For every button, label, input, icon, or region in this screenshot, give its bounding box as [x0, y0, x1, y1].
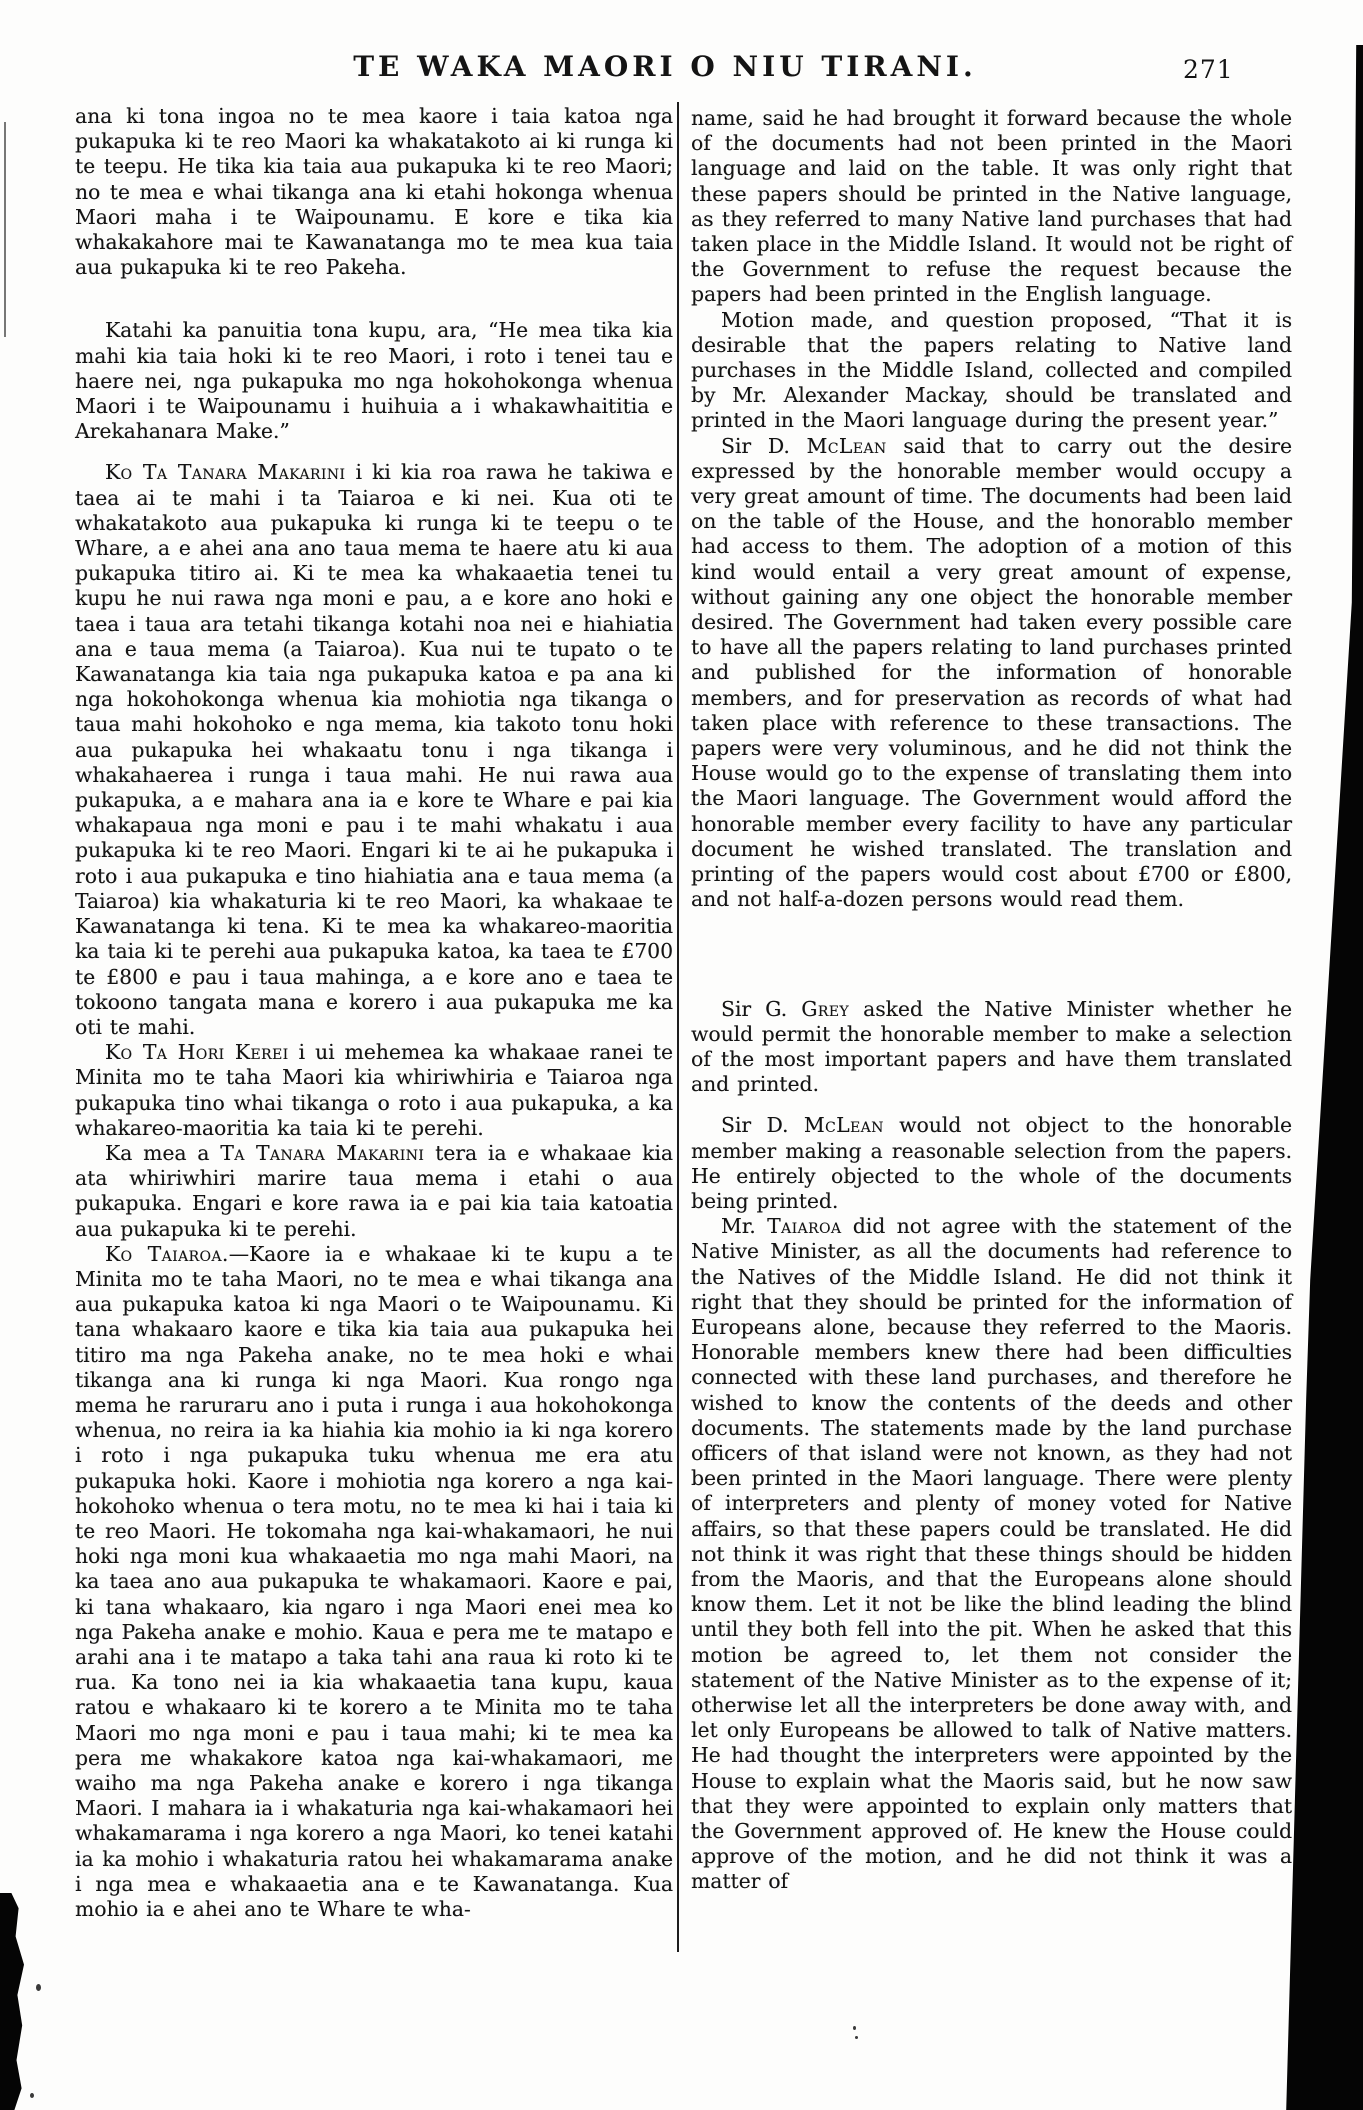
- scan-speck: [36, 1984, 41, 1991]
- column-right: [691, 106, 1292, 1895]
- speaker-name: Grey: [801, 996, 850, 1021]
- column-left: [75, 104, 673, 1922]
- scan-speck: [30, 2093, 34, 2098]
- page-title: TE WAKA MAORI O NIU TIRANI.: [353, 50, 977, 83]
- paragraph: [75, 104, 673, 280]
- paragraph: [691, 1214, 1292, 1894]
- text-run: did not agree with the statement of the Native Minister, as all the documents had reference to the Natives of the Middle Island. He did not think it right that they should be printed for the information of Europeans alone, because they referred to the Maoris. Honorable members knew there had been difficulties connected with these land purchases, and therefore he wished to know the contents of the deeds and other documents. The statements made by the land purchase officers of that island were not known, as they had not been printed in the Maori language. There were plenty of interpreters and plenty of money voted for Native affairs, so that these papers could be translated. He did not think it was right that these things should be hidden from the Maoris, and that the Europeans alone should know them. Let it not be like the blind leading the blind until they both fell into the pit. When he asked that this motion be agreed to, let them not consider the statement of the Native Minister as to the expense of it; otherwise let all the interpreters be done away with, and let only Europeans be allowed to talk of Native matters. He had thought the interpreters were appointed by the House to explain what the Maoris said, but he now saw that they were appointed to explain only matters that the Government approved of. He knew the House could approve of the motion, and he did not think it was a matter of: [691, 1214, 1292, 1894]
- scan-edge-mark: [4, 122, 6, 337]
- text-run: would not object to the honorable member making a reasonable selection from the papers. He entirely objected to the whole of the documents being printed.: [691, 1113, 1292, 1213]
- text-run: ana ki tona ingoa no te mea kaore i taia katoa nga pukapuka ki te reo Maori ka whakatakoto ai ki runga ki te teepu. He tika kia taia aua pukapuka ki te reo Maori; no te mea e whai tikanga ana ki etahi hokonga whenua Maori maha i te Waipounamu. E kore e tika kia whakakahore mai te Kawanatanga mo te mea kua taia aua pukapuka ki te reo Pakeha.: [75, 104, 673, 280]
- paragraph: [691, 997, 1292, 1098]
- text-run: Motion made, and question proposed, “That it is desirable that the papers relating to Native land purchases in the Middle Island, collected and compiled by Mr. Alexander Mackay, should be translated and printed in the Maori language during the present year.”: [691, 307, 1292, 433]
- paragraph: [75, 1040, 673, 1141]
- paragraph: [75, 1141, 673, 1242]
- text-run: Sir D.: [721, 433, 807, 458]
- paragraph: [691, 106, 1292, 308]
- text-run: name, said he had brought it forward because the whole of the documents had not been printed in the Maori language and laid on the table. It was only right that these papers should be printed in the Native language, as they referred to many Native land purchases that had taken place in the Middle Island. It would not be right of the Government to refuse the request because the papers had been printed in the English language.: [691, 106, 1292, 307]
- scan-speck: [855, 2036, 858, 2039]
- paragraph: [691, 308, 1292, 434]
- scan-artifact-bottom-left: [0, 1893, 30, 2110]
- text-run: said that to carry out the desire expressed by the honorable member would occupy a very great amount of time. The documents had been laid on the table of the House, and the honorablo member had access to them. The adoption of a motion of this kind would entail a very great amount of expense, without gaining any one object the honorable member desired. The Government had taken every possible care to have all the papers relating to land purchases printed and published for the information of honorable members, and for preservation as records of what had taken place with reference to these transactions. The papers were very voluminous, and he did not think the House would go to the expense of translating them into the Maori language. The Government would afford the honorable member every facility to have any particular document he wished translated. The translation and printing of the papers would cost about £700 or £800, and not half-a-dozen persons would read them.: [691, 433, 1292, 912]
- text-run: asked the Native Minister whether he would permit the honorable member to make a selection of the most important papers and have them translated and printed.: [691, 996, 1292, 1097]
- text-run: Katahi ka panuitia tona kupu, ara, “He mea tika kia mahi kia taia hoki ki te reo Maori, i roto i tenei tau e haere nei, nga pukapuka mo nga hokohokonga whenua Maori i te Waipounamu i huihuia a i whakawhaititia e Arekahanara Make.”: [75, 318, 673, 444]
- scan-artifact-right-edge: [1283, 45, 1363, 2110]
- scan-speck: [853, 2026, 856, 2030]
- speaker-name: McLean: [803, 1113, 884, 1138]
- text-run: tera ia e whakaae kia ata whiriwhiri marire taua mema i etahi o aua pukapuka. Engari e kore rawa ia e pai kia taia katoatia aua pukapuka ki te perehi.: [75, 1140, 673, 1241]
- text-run: Sir D.: [721, 1113, 804, 1138]
- text-run: i ki kia roa rawa he takiwa e taea ai te mahi i ta Taiaroa e ki nei. Kua oti te whakatakoto aua pukapuka ki runga ki te teepu o te Whare, a e ahei ana ano taua mema te haere atu ki aua pukapuka titiro ai. Ki te mea ka whakaaetia tenei tu kupu he nui rawa nga moni e pau, a e kore ano hoki e taea i taua ara tetahi tikanga kotahi noa nei e hiahiatia ana e taua mema (a Taiaroa). Kua nui te tupato o te Kawanatanga kia taia nga pukapuka katoa e pa ana ki nga hokohokonga whenua kia mohiotia nga tikanga o taua mahi hokohoko e nga mema, kia takoto tonu hoki aua pukapuka hei whakaatu tonu i nga tikanga i whakahaerea i runga i taua mahi. He nui rawa aua pukapuka, a e mahara ana ia e kore te Whare e pai kia whakapaua nga moni e pau i te mahi whakatu i aua pukapuka ki te reo Maori. Engari ki te ai he pukapuka i roto i aua pukapuka e tino hiahiatia ana e taua mema (a Taiaroa) kia whakaturia ki te reo Maori, ka whakaae te Kawanatanga ki tena. Ki te mea ka whakareo-maoritia ka taia ki te perehi aua pukapuka katoa, ka taea te £700 te £800 e pau i taua mahinga, a e kore ano e taea te tokoono tangata mana e korero i aua pukapuka me ka oti te mahi.: [75, 460, 674, 1039]
- text-run: Mr.: [721, 1214, 768, 1239]
- text-run: i ui mehemea ka whakaae ranei te Minita mo te taha Maori kia whiriwhiria e Taiaroa nga pukapuka tino whai tikanga o roto i aua pukapuka, a ka whakareo-maoritia ka taia ki te perehi.: [75, 1040, 673, 1140]
- text-run: —Kaore ia e whakaae ki te kupu a te Minita mo te taha Maori, no te mea e whai tikanga ana aua pukapuka katoa ki nga Maori o te Waipounamu. Ki tana whakaaro kaore e tika kia taia aua pukapuka hei titiro ma nga Pakeha anake, no te mea hoki e whai tikanga ana ki runga ki nga Maori. Kua rongo nga mema he raruraru ano i puta i runga i aua hokohokonga whenua, no reira ia ka hiahia kia mohio ia ki nga korero i roto i nga pukapuka tuku whenua me era atu pukapuka hoki. Kaore i mohiotia nga korero a nga kai-hokohoko whenua o tera motu, no te mea ki hai i taia ki te reo Maori. He tokomaha nga kai-whakamaori, he nui hoki nga moni kua whakaaetia mo nga mahi Maori, na ka taea ano aua pukapuka te whakamaori. Kaore e pai, ki tana whakaaro, kia ngaro i nga Maori enei mea ko nga Pakeha anake e mohio. Kaua e pera me te matapo e arahi ana i te matapo a taka tahi ana raua ki roto ki te rua. Ka tono nei ia kia whakaaetia tana kupu, kaua ratou e whakaaro ki te korero a te Minita mo te taha Maori mo nga moni e pau i taua mahi; ki te mea ka pera me whakakore katoa nga kai-whakamaori, me waiho ma nga Pakeha anake e korero i nga tikanga Maori. I mahara ia i whakaturia nga kai-whakamaori hei whakamarama i nga korero a nga Maori, ko tenei katahi ia ka mohio i whakaturia ratou hei whakamarama anake i nga mea e whakaaetia ana e te Kawanatanga. Kua mohio ia e ahei ano te Whare te wha-: [75, 1241, 673, 1922]
- speaker-name: McLean: [806, 433, 887, 458]
- column-divider-rule: [677, 102, 679, 1952]
- text-run: Sir G.: [721, 996, 802, 1021]
- paragraph: [691, 434, 1292, 913]
- paragraph: [75, 1242, 673, 1922]
- paragraph: [75, 460, 673, 1040]
- text-run: Ka mea a: [105, 1140, 221, 1165]
- paragraph: [75, 318, 673, 444]
- speaker-name: Ko Ta Hori Kerei: [105, 1040, 289, 1065]
- speaker-name: Ko Ta Tanara Makarini: [105, 460, 346, 485]
- speaker-name: Ta Tanara Makarini: [220, 1140, 425, 1165]
- page-number: 271: [1183, 55, 1234, 84]
- speaker-name: Taiaroa: [767, 1214, 842, 1239]
- speaker-name: Ko Taiaroa.: [105, 1241, 229, 1266]
- paragraph: [691, 1113, 1292, 1214]
